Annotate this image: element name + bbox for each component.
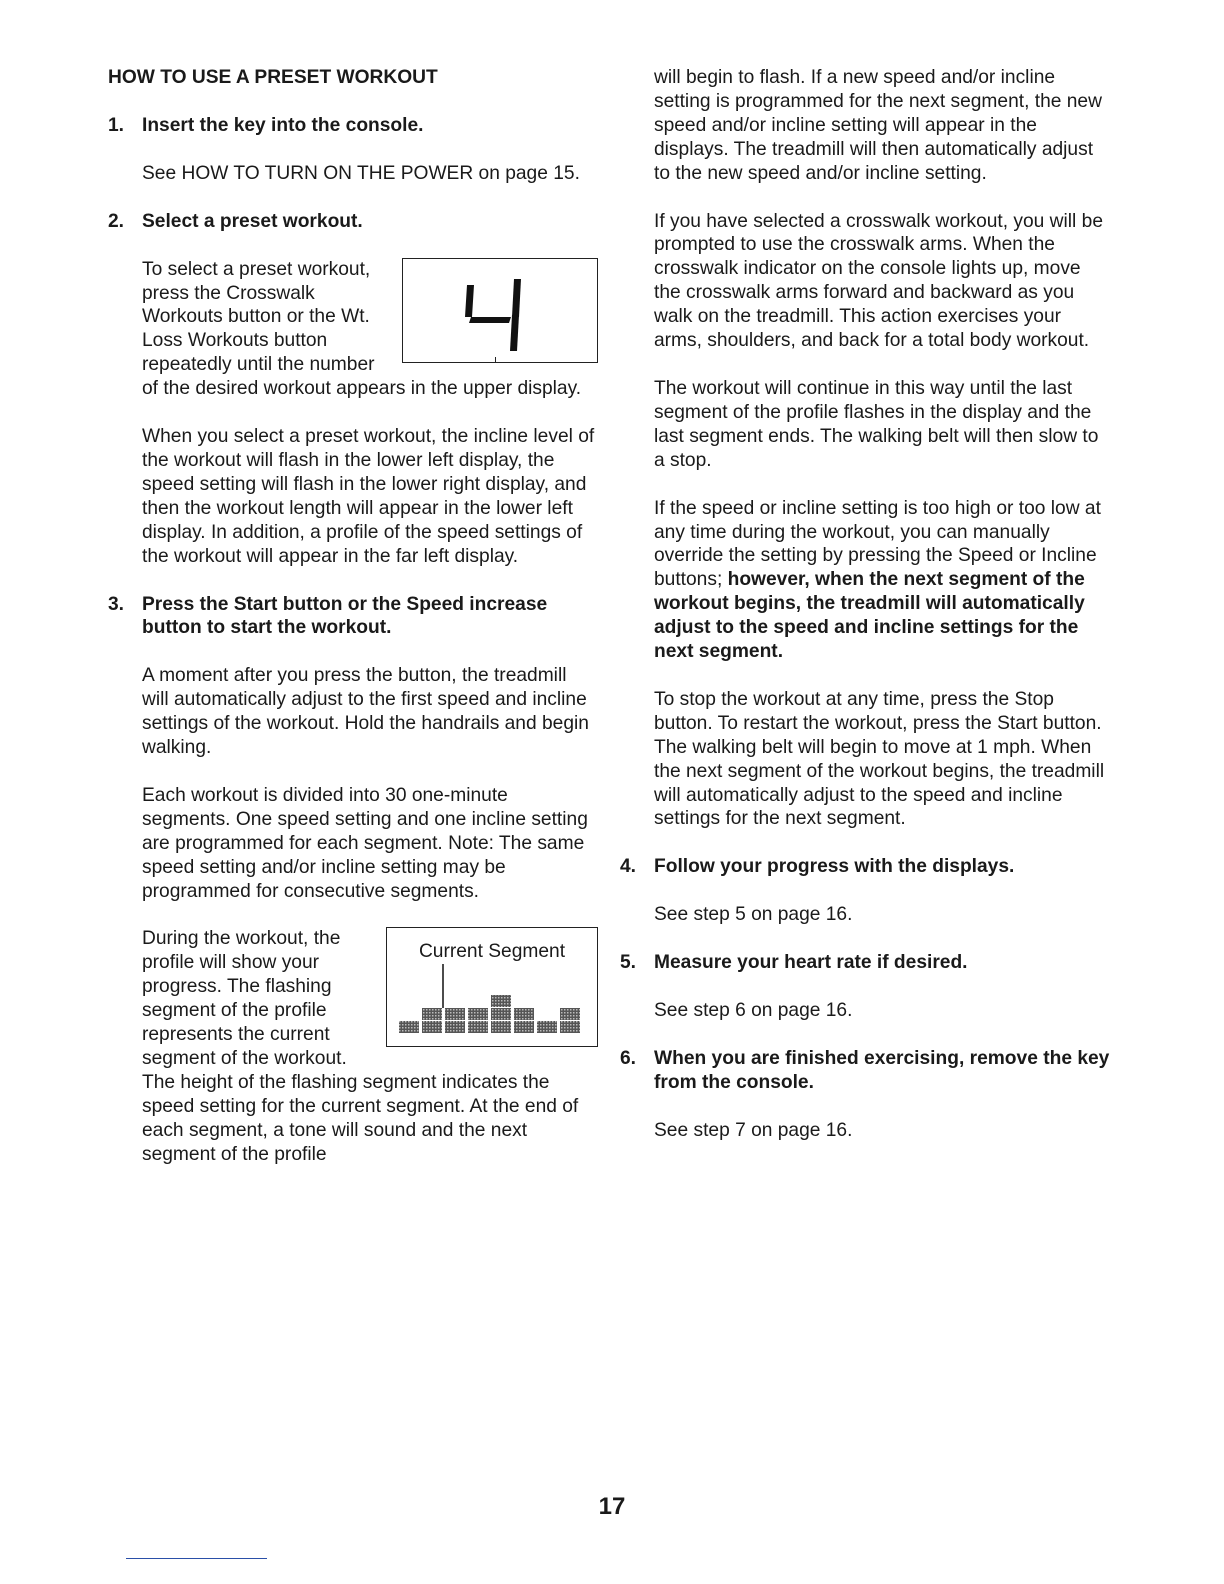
profile-segment-block xyxy=(560,1008,580,1020)
right-paragraph-2: If you have selected a crosswalk workout, you will be prompted to use the crosswalk arms. When the crosswalk indicator on the console lights up, move the crosswalk arms forward and backward as you walk on the treadmill. This action exercises your arms, shoulders, and back for a total body workout. xyxy=(654,210,1103,352)
step-3-text-1: A moment after you press the button, the treadmill will automatically adjust to the first speed and incline settings of the workout. Hold the handrails and begin walking. xyxy=(142,665,589,759)
step-title: When you are finished exercising, remove the key from the console. xyxy=(654,1048,1110,1093)
step-6-text: See step 7 on page 16. xyxy=(654,1119,853,1141)
step-title: Insert the key into the console. xyxy=(142,114,424,136)
left-column xyxy=(108,66,598,1191)
step-4 xyxy=(620,855,1110,879)
right-paragraph-3: The workout will continue in this way until the last segment of the profile flashes in the display and the last segment ends. The walking belt will then slow to a stop. xyxy=(654,377,1099,471)
step-number: 6. xyxy=(620,1048,637,1069)
step-number: 5. xyxy=(620,952,637,974)
profile-segment-block xyxy=(445,1008,465,1020)
step-4-text: See step 5 on page 16. xyxy=(654,904,853,926)
workout-number-digit xyxy=(459,273,539,353)
right-column xyxy=(620,66,1110,1167)
step-1-text: See HOW TO TURN ON THE POWER on page 15. xyxy=(142,162,580,184)
step-title: Measure your heart rate if desired. xyxy=(654,952,968,974)
right-paragraph-5: To stop the workout at any time, press the Stop button. To restart the workout, press the Start button. The walking belt will begin to move at 1 mph. When the next segment of the workout begins, the treadmill will automatically adjust to the speed and incline settings for the next segment. xyxy=(654,688,1105,830)
profile-caption: Current Segment xyxy=(418,941,566,963)
step-2-body xyxy=(142,258,598,401)
profile-graphic xyxy=(387,928,597,1046)
right-paragraph-1: will begin to flash. If a new speed and/or incline setting is programmed for the next segment, the new speed and/or incline setting will appear in the displays. The treadmill will then automatically adjust to the new speed and/or incline setting. xyxy=(654,67,1102,184)
profile-segment-block xyxy=(491,1021,511,1033)
page-number: 17 xyxy=(598,1493,626,1520)
profile-segment-block xyxy=(445,1021,465,1033)
step-5-text: See step 6 on page 16. xyxy=(654,1000,853,1022)
step-2-text-2: When you select a preset workout, the incline level of the workout will flash in the lower left display, the speed setting will flash in the lower right display, and then the workout length will appear in the lower left display. In addition, a profile of the speed settings of the workout will appear in the far left display. xyxy=(142,426,595,567)
step-number: 1. xyxy=(108,114,125,136)
profile-segment-block xyxy=(560,1021,580,1033)
step-3-text-3: During the workout, the profile will show your progress. The flashing segment of the profile represents the current segment of the workout. The height of the flashing segment indicates the speed setting for the current segment. At the end of each segment, a tone will sound and the next segment of the profile xyxy=(142,928,579,1165)
profile-segment-block xyxy=(399,1021,419,1033)
profile-segment-block xyxy=(514,1008,534,1020)
step-3-body xyxy=(142,927,598,1166)
override-warning: however, when the next segment of the workout begins, the treadmill will automatically adjust to the speed and incline settings for the next segment. xyxy=(654,569,1085,663)
step-number: 4. xyxy=(620,856,637,878)
step-6 xyxy=(620,1047,1110,1095)
profile-segment-block xyxy=(514,1021,534,1033)
profile-segment-block xyxy=(422,1021,442,1033)
profile-display-illustration xyxy=(386,927,598,1047)
profile-segment-block xyxy=(422,1008,442,1020)
footer-rule xyxy=(126,1558,267,1559)
step-1 xyxy=(108,114,598,138)
profile-segment-block xyxy=(537,1021,557,1033)
step-number: 2. xyxy=(108,210,125,232)
step-2-text-1: To select a preset workout, press the Crosswalk Workouts button or the Wt. Loss Workouts button repeatedly until the number of the desired workout appears in the upper display. xyxy=(142,258,582,400)
step-2 xyxy=(108,210,598,234)
profile-segment-block xyxy=(491,1008,511,1020)
display-divider xyxy=(495,357,496,363)
override-text: If the speed or incline setting is too high or too low at any time during the workout, you can manually override the setting by pressing the Speed or Incline buttons; xyxy=(654,497,1101,591)
right-paragraph-4 xyxy=(654,497,1110,664)
section-heading: HOW TO USE A PRESET WORKOUT xyxy=(108,67,438,88)
step-title: Follow your progress with the displays. xyxy=(654,856,1015,878)
step-3-text-2: Each workout is divided into 30 one-minute segments. One speed setting and one incline setting are programmed for each segment. Note: The same speed setting and/or incline setting may be programmed for consecutive segments. xyxy=(142,784,588,902)
step-title: Select a preset workout. xyxy=(142,210,363,232)
profile-segment-block xyxy=(468,1021,488,1033)
profile-segment-block xyxy=(468,1008,488,1020)
upper-display-illustration xyxy=(402,258,598,363)
profile-segment-block xyxy=(491,995,511,1007)
step-3 xyxy=(108,593,598,641)
step-5 xyxy=(620,951,1110,975)
step-number: 3. xyxy=(108,593,125,615)
step-title: Press the Start button or the Speed increase button to start the workout. xyxy=(142,593,548,639)
